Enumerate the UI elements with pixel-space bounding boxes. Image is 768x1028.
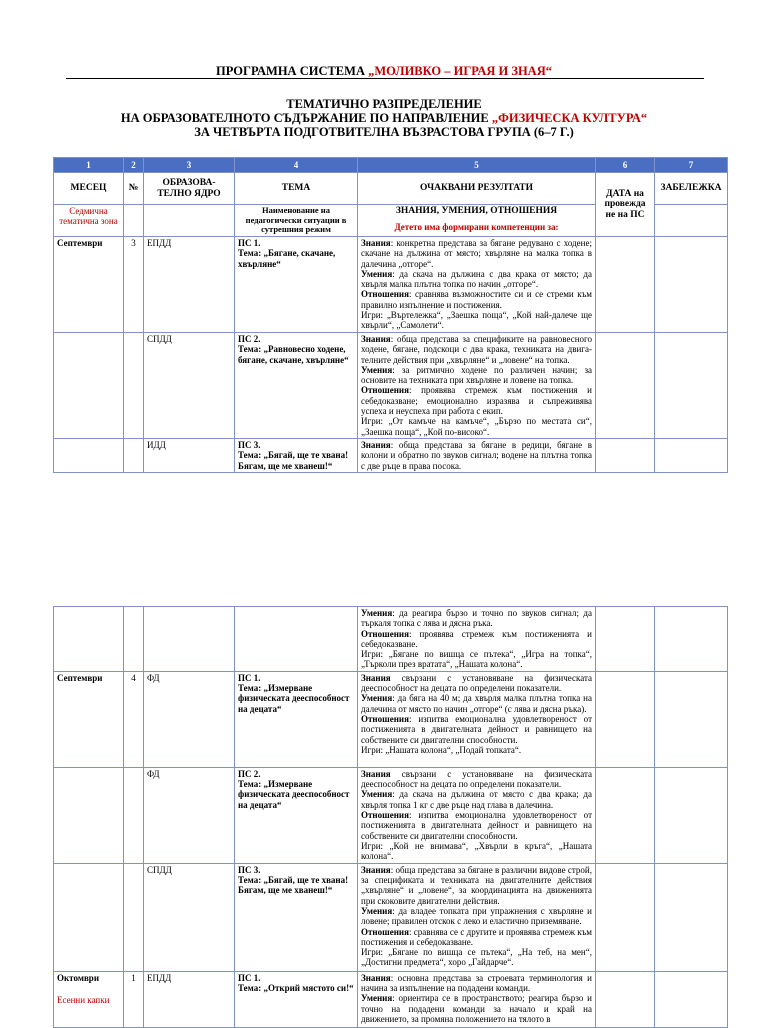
- title-line-1: ТЕМАТИЧНО РАЗПРЕДЕЛЕНИЕ: [286, 97, 482, 111]
- table-row: [54, 671, 728, 767]
- col-number: 3: [144, 158, 235, 173]
- topic-cell: ПС 2. Тема: „Равновесно ходене, бягане, скачане, хвърляне“: [235, 333, 358, 439]
- weekly-zone: Есенни капки: [57, 995, 110, 1006]
- results-cell: Знания свързани с установяване на физическата дееспособност на децата по определени показатели. Умения: да бяга на 40 м; да хвърля малка плътна топка на далечина от място по начин „отгоре“ (с лява и дясна ръка). Отношения: изпитва емоционална удовлетвореност от постиженията в двигателната дейност и равнището на собствените си двигателни способности. Игри: „Нашата колона“, „Подай топката“.: [358, 671, 596, 767]
- col-number: 5: [358, 158, 596, 173]
- topic-cell: ПС 1. Тема: „Открий мястото си!“: [235, 971, 358, 1027]
- header-month: МЕСЕЦ: [54, 173, 124, 205]
- week-number: 1: [124, 971, 144, 1027]
- date-cell: [596, 863, 655, 971]
- topic-cell: ПС 2. Тема: „Измерване физическата дееспособност на децата“: [235, 767, 358, 863]
- month-cell: [54, 333, 124, 439]
- table-row: [54, 971, 728, 1027]
- results-cell: Знания: основна представа за строевата терминология и начина за изпълнение на подадени команди. Умения: ориентира се в пространството; реагира бързо и точно на подадени команди за начало и край на движението, за промяна положението на тялото в: [358, 971, 596, 1027]
- note-cell: [655, 607, 728, 672]
- results-cell: Знания: обща представа за спецификите на равновесного ходене, бягане, подскоци с два крака, техниката на двига-телните действия при „хвърляне“ и „ловене“ на топка. Умения: за ритмично ходене по различен начин; за основите на техниката при хвърляне и ловене на топка. Отношения: проявява стремеж към постижения и себедоказване; емоционално изразява и съпреживява успеха и неуспеха при работа с екип. Игри: „От камъче на камъче“, „Бързо по местата си“, „Заешка поща“, „Кой по-високо“.: [358, 333, 596, 439]
- column-number-row: [54, 158, 728, 173]
- results-cell: Умения: да реагира бързо и точно по звуков сигнал; да търкаля топка с лява и дясна ръка. Отношения: проявява стремеж към постиженията и себедоказване. Игри: „Бягане по вишца се пътека“, „Игра на топка“, „Търколи през вратата“, „Нашата колона“.: [358, 607, 596, 672]
- note-cell: [655, 237, 728, 333]
- week-number: [124, 438, 144, 472]
- core-cell: СПДД: [144, 863, 235, 971]
- core-cell: ЕПДД: [144, 237, 235, 333]
- note-cell: [655, 671, 728, 767]
- date-cell: [596, 607, 655, 672]
- table-row: [54, 333, 728, 439]
- table-row: [54, 237, 728, 333]
- topic-cell: ПС 3. Тема: „Бягай, ще те хвана! Бягам, ще ме хванеш!“: [235, 863, 358, 971]
- month-cell: Септември: [54, 237, 124, 333]
- core-cell: ФД: [144, 671, 235, 767]
- note-cell: [655, 333, 728, 439]
- week-number: [124, 863, 144, 971]
- title-line-2: НА ОБРАЗОВАТЕЛНОТО СЪДЪРЖАНИЕ ПО НАПРАВЛЕНИЕ „ФИЗИЧЕСКА КУЛТУРА“: [120, 111, 648, 125]
- date-cell: [596, 333, 655, 439]
- date-cell: [596, 971, 655, 1027]
- program-line: ПРОГРАМНА СИСТЕМА „МОЛИВКО – ИГРАЯ И ЗНАЯ“: [216, 64, 552, 78]
- month-cell: [54, 607, 124, 672]
- col-number: 7: [655, 158, 728, 173]
- col-number: 4: [235, 158, 358, 173]
- week-number: [124, 607, 144, 672]
- empty-cell: [124, 205, 144, 237]
- header-core: ОБРАЗОВА-ТЕЛНО ЯДРО: [144, 173, 235, 205]
- results-cell: Знания: конкретна представа за бягане редувано с ходене; скачане на дължина от място; хвърляне на малка топка в далечина „отгоре“. Умения: да скача на дължина с два крака от място; да хвърля малка плътна топка по начин „отгоре“. Отношения: сравнява възможностите си и се стреми към правилно изпълнение и постижения. Игри: „Въртележка“, „Заешка поща“, „Кой най-далече ще хвърли“, „Самолети“.: [358, 237, 596, 333]
- empty-cell: [655, 205, 728, 237]
- topic-subheader: Наименование на педагогически ситуации в сутрешния режим: [235, 205, 358, 237]
- header-note: ЗАБЕЛЕЖКА: [655, 173, 728, 205]
- date-cell: [596, 671, 655, 767]
- header-row: [54, 173, 728, 205]
- plan-table-1: [53, 157, 728, 473]
- week-number: 4: [124, 671, 144, 767]
- weekly-zone-label: Седмична тематична зона: [54, 205, 124, 237]
- week-number: 3: [124, 237, 144, 333]
- date-cell: [596, 438, 655, 472]
- header-results: ОЧАКВАНИ РЕЗУЛТАТИ: [358, 173, 596, 205]
- note-cell: [655, 438, 728, 472]
- core-cell: ИДД: [144, 438, 235, 472]
- table-row: [54, 438, 728, 472]
- core-cell: ЕПДД: [144, 971, 235, 1027]
- empty-cell: [144, 205, 235, 237]
- results-subheader: ЗНАНИЯ, УМЕНИЯ, ОТНОШЕНИЯ Детето има формирани компетенции за:: [358, 205, 596, 237]
- month-cell: [54, 863, 124, 971]
- topic-cell: ПС 1. Тема: „Измерване физическата дееспособност на децата“: [235, 671, 358, 767]
- topic-cell: ПС 1. Тема: „Бягане, скачане, хвърляне“: [235, 237, 358, 333]
- results-cell: Знания: обща представа за бягане в различни видове строй, за спецификата и техниката на двигателните действия „хвърляне“ и „ловене“, за координацията на движенията при скоковите двигателни действия. Умения: да владее топката при упражнения с хвърляне и ловене; правилен отскок с леко и еластично приземяване. Отношения: сравнява се с другите и проявява стремеж към постижения и себедоказване. Игри: „Бягане по вишца се пътека“, „На теб, на мен“, „Достигни предмета“, хоро „Гайдарче“.: [358, 863, 596, 971]
- header-topic: ТЕМА: [235, 173, 358, 205]
- week-number: [124, 767, 144, 863]
- note-cell: [655, 863, 728, 971]
- header-no: №: [124, 173, 144, 205]
- week-number: [124, 333, 144, 439]
- col-number: 2: [124, 158, 144, 173]
- month-cell: Септември: [54, 671, 124, 767]
- date-cell: [596, 767, 655, 863]
- month-cell: [54, 438, 124, 472]
- col-number: 6: [596, 158, 655, 173]
- table-row: [54, 767, 728, 863]
- plan-table-2: [53, 606, 728, 1028]
- topic-cell: ПС 3. Тема: „Бягай, ще те хвана! Бягам, ще ме хванеш!“: [235, 438, 358, 472]
- month-cell: Октомври Есенни капки: [54, 971, 124, 1027]
- core-cell: ФД: [144, 767, 235, 863]
- table-row: [54, 863, 728, 971]
- title-line-3: ЗА ЧЕТВЪРТА ПОДГОТВИТЕЛНА ВЪЗРАСТОВА ГРУПА (6–7 Г.): [194, 125, 574, 139]
- date-cell: [596, 237, 655, 333]
- note-cell: [655, 971, 728, 1027]
- table-row: [54, 607, 728, 672]
- results-cell: Знания: обща представа за бягане в редици, бягане в колони и обратно по звуков сигнал; водене на плътна топка с две ръце в права посока.: [358, 438, 596, 472]
- header-rule: [66, 78, 704, 79]
- results-cell: Знания свързани с установяване на физическата дееспособност на децата по определени показатели. Умения: да скача на дължина от място с два крака; да хвърля топка 1 кг с две ръце над глава в далечина. Отношения: изпитва емоционална удовлетвореност от постиженията в двигателната дейност и равнището на собствените си двигателни способности. Игри: „Кой не внимава“, „Хвърли в кръга“, „Нашата колона“.: [358, 767, 596, 863]
- month-cell: [54, 767, 124, 863]
- core-cell: СПДД: [144, 333, 235, 439]
- core-cell: [144, 607, 235, 672]
- note-cell: [655, 767, 728, 863]
- header-date: ДАТА на провежда не на ПС: [596, 173, 655, 237]
- topic-cell: [235, 607, 358, 672]
- col-number: 1: [54, 158, 124, 173]
